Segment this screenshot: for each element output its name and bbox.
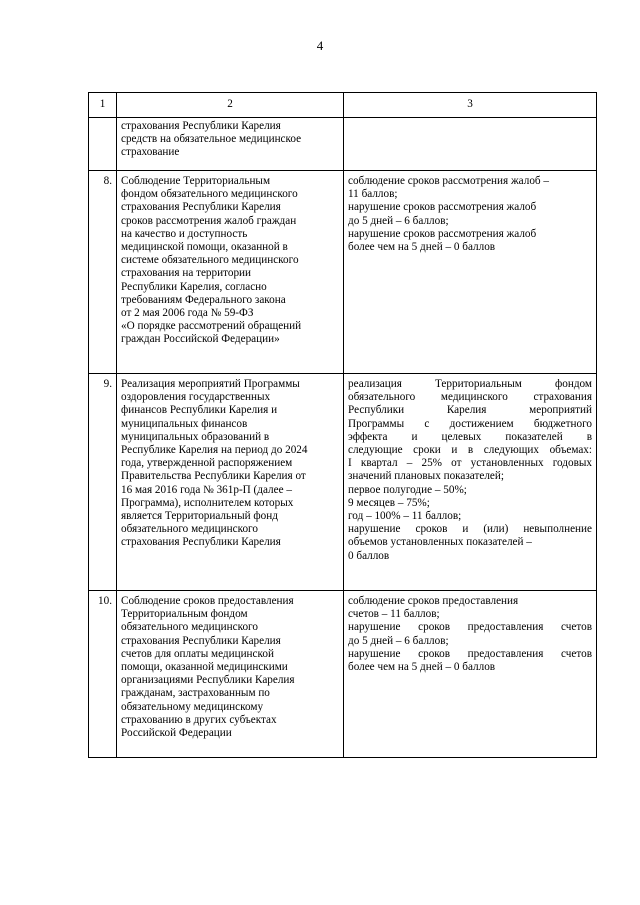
page-number: 4 xyxy=(316,38,324,53)
criteria-line: счетов – 11 баллов; xyxy=(348,608,440,621)
description-line: Республике Карелия на период до 2024 xyxy=(121,444,308,457)
description-line: страхования Республики Карелия xyxy=(121,634,281,647)
description-line: оздоровления государственных xyxy=(121,391,271,404)
table-row xyxy=(89,591,597,758)
description-line: медицинской помощи, оказанной в xyxy=(121,241,288,254)
description-line: Соблюдение Территориальным xyxy=(121,175,271,187)
row-criteria xyxy=(344,591,597,758)
description-line: средств на обязательное медицинское xyxy=(121,133,302,146)
description-line: Соблюдение сроков предоставления xyxy=(121,595,294,607)
description-line: «О порядке рассмотрений обращений xyxy=(121,320,302,333)
header-col-3: 3 xyxy=(344,93,597,118)
criteria-line: первое полугодие – 50%; xyxy=(348,483,467,496)
row-criteria xyxy=(344,374,597,591)
description-line: обязательному медицинскому xyxy=(121,700,264,713)
description-line: муниципальных финансов xyxy=(121,417,248,430)
description-line: Программа), исполнителем которых xyxy=(121,496,294,509)
criteria-line: следующие сроки и в следующих объемах: xyxy=(348,444,592,457)
criteria-line: нарушение сроков предоставления счетов xyxy=(348,621,592,634)
criteria-line: соблюдение сроков рассмотрения жалоб – xyxy=(348,175,550,187)
description-line: Территориальным фондом xyxy=(121,608,248,621)
description-line: требованиям Федерального закона xyxy=(121,293,286,306)
criteria-line: 0 баллов xyxy=(348,549,390,562)
description-line: Правительства Республики Карелия от xyxy=(121,470,306,483)
row-number xyxy=(89,118,117,171)
table-row xyxy=(89,118,597,171)
description-line: помощи, оказанной медицинскими xyxy=(121,661,288,674)
description-line: на качество и доступность xyxy=(121,227,248,240)
description-line: Российской Федерации xyxy=(121,727,232,740)
row-description xyxy=(117,591,344,758)
criteria-line: год – 100% – 11 баллов; xyxy=(348,510,462,523)
criteria-line: I квартал – 25% от установленных годовых xyxy=(348,457,592,470)
criteria-line: нарушение сроков и (или) невыполнение xyxy=(348,523,592,536)
table-body xyxy=(89,118,597,758)
row-description xyxy=(117,171,344,374)
table-header-row xyxy=(89,93,597,118)
description-line: муниципальных образований в xyxy=(121,430,270,443)
criteria-line: до 5 дней – 6 баллов; xyxy=(348,634,449,647)
criteria-line: Республики Карелия мероприятий xyxy=(348,404,592,417)
row-criteria xyxy=(344,171,597,374)
description-line: обязательного медицинского xyxy=(121,523,258,536)
criteria-line: обязательного медицинского страхования xyxy=(348,391,592,404)
description-line: страхования на территории xyxy=(121,267,252,280)
table-row xyxy=(89,374,597,591)
criteria-line: реализация Территориальным фондом xyxy=(348,378,592,390)
description-line: финансов Республики Карелия и xyxy=(121,404,278,417)
description-line: является Территориальный фонд xyxy=(121,510,278,523)
criteria-line: соблюдение сроков предоставления xyxy=(348,595,519,607)
description-line: страхование xyxy=(121,146,180,159)
criteria-table xyxy=(88,92,597,758)
row-criteria xyxy=(344,118,597,171)
table-row xyxy=(89,171,597,374)
criteria-line: Программы с достижением бюджетного xyxy=(348,417,592,430)
row-description xyxy=(117,118,344,171)
header-col-1: 1 xyxy=(89,93,117,118)
description-line: страхованию в других субъектах xyxy=(121,713,277,726)
description-line: граждан Российской Федерации» xyxy=(121,333,280,346)
criteria-line: до 5 дней – 6 баллов; xyxy=(348,214,449,227)
description-line: счетов для оплаты медицинской xyxy=(121,647,274,660)
criteria-line: нарушение сроков рассмотрения жалоб xyxy=(348,201,537,214)
criteria-line: нарушение сроков рассмотрения жалоб xyxy=(348,227,537,240)
criteria-line: значений плановых показателей; xyxy=(348,470,504,483)
description-line: страхования Республики Карелия xyxy=(121,201,281,214)
description-line: сроков рассмотрения жалоб граждан xyxy=(121,214,297,227)
row-number: 8. xyxy=(89,171,117,374)
description-line: Республики Карелия, согласно xyxy=(121,280,267,293)
criteria-line: объемов установленных показателей – xyxy=(348,536,532,549)
description-line: обязательного медицинского xyxy=(121,621,258,634)
description-line: года, утвержденной распоряжением xyxy=(121,457,293,470)
header-col-2: 2 xyxy=(117,93,344,118)
description-line: организациями Республики Карелия xyxy=(121,674,295,687)
description-line: Реализация мероприятий Программы xyxy=(121,378,300,390)
criteria-line: 9 месяцев – 75%; xyxy=(348,496,430,509)
description-line: 16 мая 2016 года № 361р-П (далее – xyxy=(121,483,292,496)
criteria-line: нарушение сроков предоставления счетов xyxy=(348,647,592,660)
row-number: 10. xyxy=(89,591,117,758)
description-line: системе обязательного медицинского xyxy=(121,254,299,267)
row-number: 9. xyxy=(89,374,117,591)
row-description xyxy=(117,374,344,591)
description-line: фондом обязательного медицинского xyxy=(121,188,298,201)
criteria-line: более чем на 5 дней – 0 баллов xyxy=(348,241,496,254)
description-line: страхования Республики Карелия xyxy=(121,120,281,132)
description-line: страхования Республики Карелия xyxy=(121,536,281,549)
criteria-line: эффекта и целевых показателей в xyxy=(348,430,592,443)
criteria-line: 11 баллов; xyxy=(348,188,398,201)
description-line: гражданам, застрахованным по xyxy=(121,687,270,700)
description-line: от 2 мая 2006 года № 59-ФЗ xyxy=(121,307,254,320)
criteria-line: более чем на 5 дней – 0 баллов xyxy=(348,661,496,674)
